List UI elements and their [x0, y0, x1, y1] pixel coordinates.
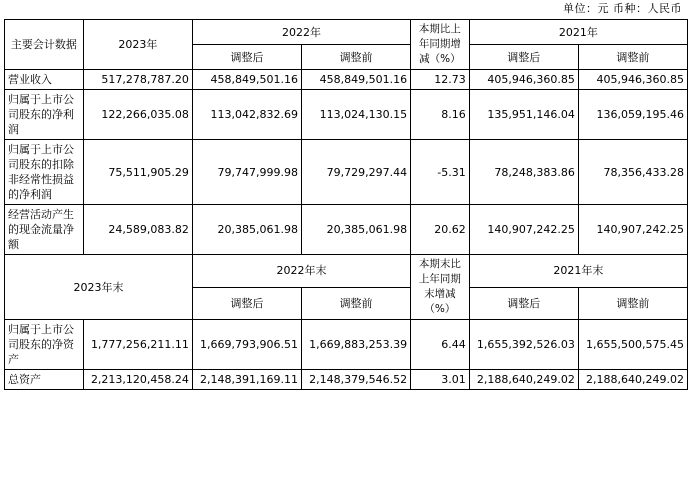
cell-2022-before: 113,024,130.15	[302, 90, 411, 140]
cell-2021-adjusted: 140,907,242.25	[469, 205, 578, 255]
header-2022-end-before: 调整前	[302, 287, 411, 320]
header-2022: 2022年	[192, 20, 410, 45]
header-2021-end-adjusted: 调整后	[469, 287, 578, 320]
cell-change: -5.31	[411, 140, 470, 205]
table-row	[5, 320, 688, 370]
cell-2023: 2,213,120,458.24	[83, 370, 192, 390]
cell-2022-adjusted: 2,148,391,169.11	[192, 370, 301, 390]
table-row	[5, 205, 688, 255]
cell-2021-adjusted: 135,951,146.04	[469, 90, 578, 140]
cell-2022-adjusted: 20,385,061.98	[192, 205, 301, 255]
cell-2022-adjusted: 79,747,999.98	[192, 140, 301, 205]
header-2022-before: 调整前	[302, 45, 411, 70]
cell-2021-before: 78,356,433.28	[578, 140, 687, 205]
cell-2021-before: 140,907,242.25	[578, 205, 687, 255]
cell-2022-adjusted: 1,669,793,906.51	[192, 320, 301, 370]
table-row	[5, 90, 688, 140]
cell-2023: 75,511,905.29	[83, 140, 192, 205]
row-label: 归属于上市公司股东的净资产	[5, 320, 84, 370]
table-header-row-2	[5, 255, 688, 288]
header-main-label: 主要会计数据	[5, 20, 84, 70]
cell-2023: 122,266,035.08	[83, 90, 192, 140]
cell-2022-adjusted: 458,849,501.16	[192, 70, 301, 90]
cell-2021-adjusted: 1,655,392,526.03	[469, 320, 578, 370]
cell-2021-adjusted: 405,946,360.85	[469, 70, 578, 90]
row-label: 营业收入	[5, 70, 84, 90]
cell-2021-before: 2,188,640,249.02	[578, 370, 687, 390]
cell-change: 20.62	[411, 205, 470, 255]
header-2021-end-before: 调整前	[578, 287, 687, 320]
table-row	[5, 370, 688, 390]
header-2021-end: 2021年末	[469, 255, 687, 288]
cell-2021-before: 405,946,360.85	[578, 70, 687, 90]
financial-table-period	[4, 19, 688, 390]
table-row	[5, 140, 688, 205]
header-2022-end-adjusted: 调整后	[192, 287, 301, 320]
cell-2021-before: 136,059,195.46	[578, 90, 687, 140]
unit-note: 单位：元 币种：人民币	[563, 2, 682, 15]
cell-change: 6.44	[411, 320, 470, 370]
cell-2022-before: 2,148,379,546.52	[302, 370, 411, 390]
header-2021-before: 调整前	[578, 45, 687, 70]
cell-2023: 517,278,787.20	[83, 70, 192, 90]
cell-2022-before: 458,849,501.16	[302, 70, 411, 90]
header-2021: 2021年	[469, 20, 687, 45]
cell-2023: 24,589,083.82	[83, 205, 192, 255]
row-label: 总资产	[5, 370, 84, 390]
cell-change: 8.16	[411, 90, 470, 140]
cell-2022-before: 1,669,883,253.39	[302, 320, 411, 370]
row-label: 归属于上市公司股东的扣除非经常性损益的净利润	[5, 140, 84, 205]
header-2023-end: 2023年末	[5, 255, 193, 320]
header-2022-adjusted: 调整后	[192, 45, 301, 70]
cell-2022-before: 79,729,297.44	[302, 140, 411, 205]
header-2023: 2023年	[83, 20, 192, 70]
table-row	[5, 70, 688, 90]
cell-2021-before: 1,655,500,575.45	[578, 320, 687, 370]
cell-2022-adjusted: 113,042,832.69	[192, 90, 301, 140]
header-2022-end: 2022年末	[192, 255, 410, 288]
cell-2023: 1,777,256,211.11	[83, 320, 192, 370]
row-label: 经营活动产生的现金流量净额	[5, 205, 84, 255]
row-label: 归属于上市公司股东的净利润	[5, 90, 84, 140]
cell-change: 3.01	[411, 370, 470, 390]
cell-2021-adjusted: 78,248,383.86	[469, 140, 578, 205]
table-header-row	[5, 20, 688, 45]
header-change: 本期比上年同期增减（%）	[411, 20, 470, 70]
cell-change: 12.73	[411, 70, 470, 90]
cell-2022-before: 20,385,061.98	[302, 205, 411, 255]
header-2021-adjusted: 调整后	[469, 45, 578, 70]
header-change-end: 本期末比上年同期末增减（%）	[411, 255, 470, 320]
cell-2021-adjusted: 2,188,640,249.02	[469, 370, 578, 390]
